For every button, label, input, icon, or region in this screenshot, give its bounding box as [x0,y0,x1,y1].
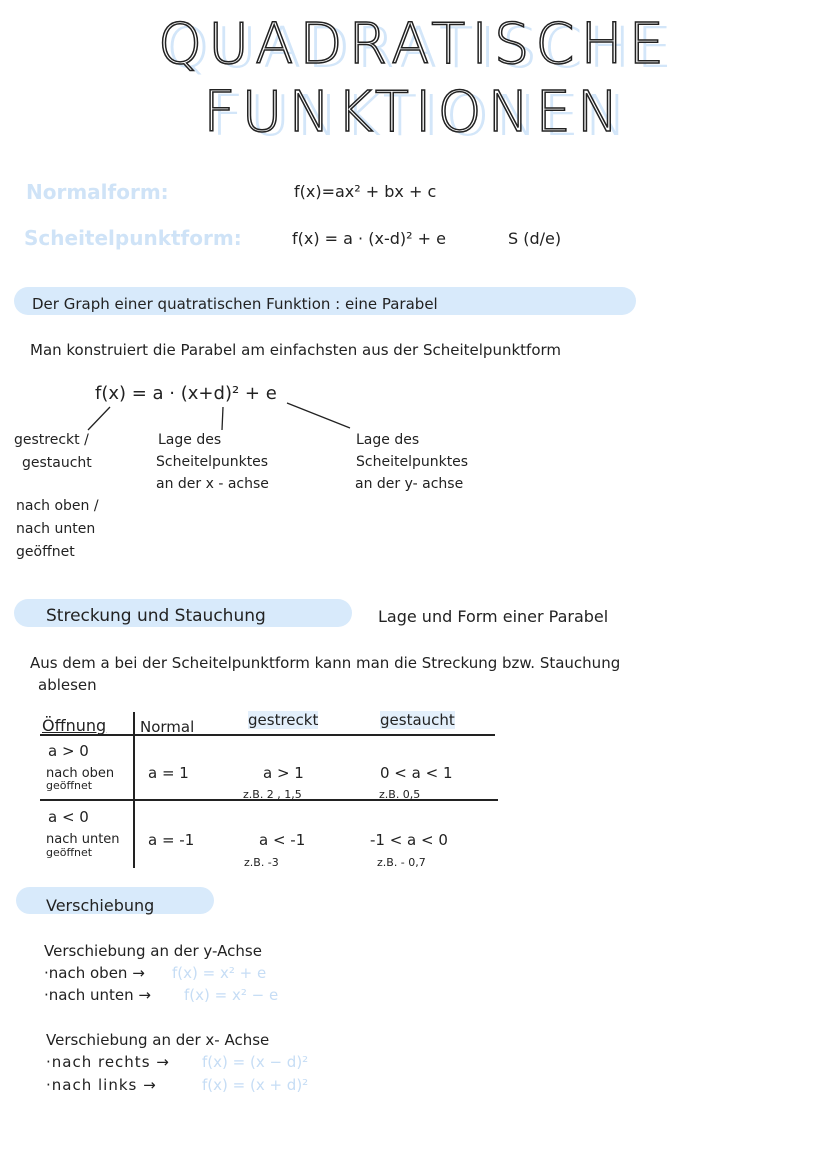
shift-x-right: ·nach rechts → [46,1053,170,1071]
normalform-formula: f(x)=ax² + bx + c [294,182,437,201]
stretch-side-heading: Lage und Form einer Parabel [378,607,609,626]
row2-desc: nach unten [46,832,120,847]
title-line-1: QUADRATISCHE [158,12,670,77]
header-compressed: gestaucht [380,711,455,729]
label-d-2: Scheitelpunktes [156,454,269,470]
label-down: nach unten [16,521,96,537]
shift-y-up: ·nach oben → [44,964,145,982]
stretch-bullet: Aus dem a bei der Scheitelpunktform kann man die Streckung bzw. Stauchung [30,654,621,672]
row2-desc2: geöffnet [46,846,93,859]
row1-normal: a = 1 [148,764,189,782]
graph-heading: Der Graph einer quatratischen Funktion : eine Parabel [32,295,438,313]
vertex-point: S (d/e) [508,229,562,248]
shift-x-right-formula: f(x) = (x − d)² [202,1053,309,1071]
label-e-1: Lage des [356,432,420,448]
shift-y-title: Verschiebung an der y-Achse [44,942,262,960]
label-d-3: an der x - achse [156,476,269,492]
shift-y-down: ·nach unten → [44,986,151,1004]
graph-formula: f(x) = a · (x+d)² + e [95,383,277,404]
label-d-1: Lage des [158,432,222,448]
shift-y-down-formula: f(x) = x² − e [184,986,279,1004]
row2-stretched: a < -1 [259,831,306,849]
shift-x-left-formula: f(x) = (x + d)² [202,1076,309,1094]
shift-heading: Verschiebung [46,896,155,915]
row1-cond: a > 0 [48,742,89,760]
normalform-label: Normalform: [26,180,169,204]
row2-normal: a = -1 [148,831,195,849]
row2-cond: a < 0 [48,808,89,826]
label-stretched: gestreckt / [14,432,89,448]
shift-y-up-formula: f(x) = x² + e [172,964,267,982]
header-stretched: gestreckt [248,711,319,729]
row2-compressed: -1 < a < 0 [370,831,448,849]
row1-compressed: 0 < a < 1 [380,764,453,782]
stretch-bullet-cont: ablesen [38,676,97,694]
label-compressed: gestaucht [22,455,92,471]
row1-desc: nach oben [46,766,115,781]
stretch-heading: Streckung und Stauchung [46,606,266,626]
header-normal: Normal [140,718,195,736]
row2-compressed-example: z.B. - 0,7 [377,856,426,869]
row1-desc2: geöffnet [46,779,93,792]
title-line-2: FUNKTIONEN [203,80,625,145]
row1-compressed-example: z.B. 0,5 [379,788,421,801]
label-e-3: an der y- achse [355,476,464,492]
shift-x-title: Verschiebung an der x- Achse [46,1031,270,1049]
row1-stretched: a > 1 [263,764,304,782]
header-opening: Öffnung [42,716,107,735]
row2-stretched-example: z.B. -3 [244,856,279,869]
vertexform-formula: f(x) = a · (x-d)² + e [292,229,446,248]
shift-x-left: ·nach links → [46,1076,157,1094]
label-up: nach oben / [16,498,99,514]
vertexform-label: Scheitelpunktform: [24,226,242,250]
annotation-lines [0,0,828,440]
label-e-2: Scheitelpunktes [356,454,469,470]
graph-bullet: Man konstruiert die Parabel am einfachsten aus der Scheitelpunktform [30,341,562,359]
label-opened: geöffnet [16,544,75,560]
row1-stretched-example: z.B. 2 , 1,5 [243,788,302,801]
